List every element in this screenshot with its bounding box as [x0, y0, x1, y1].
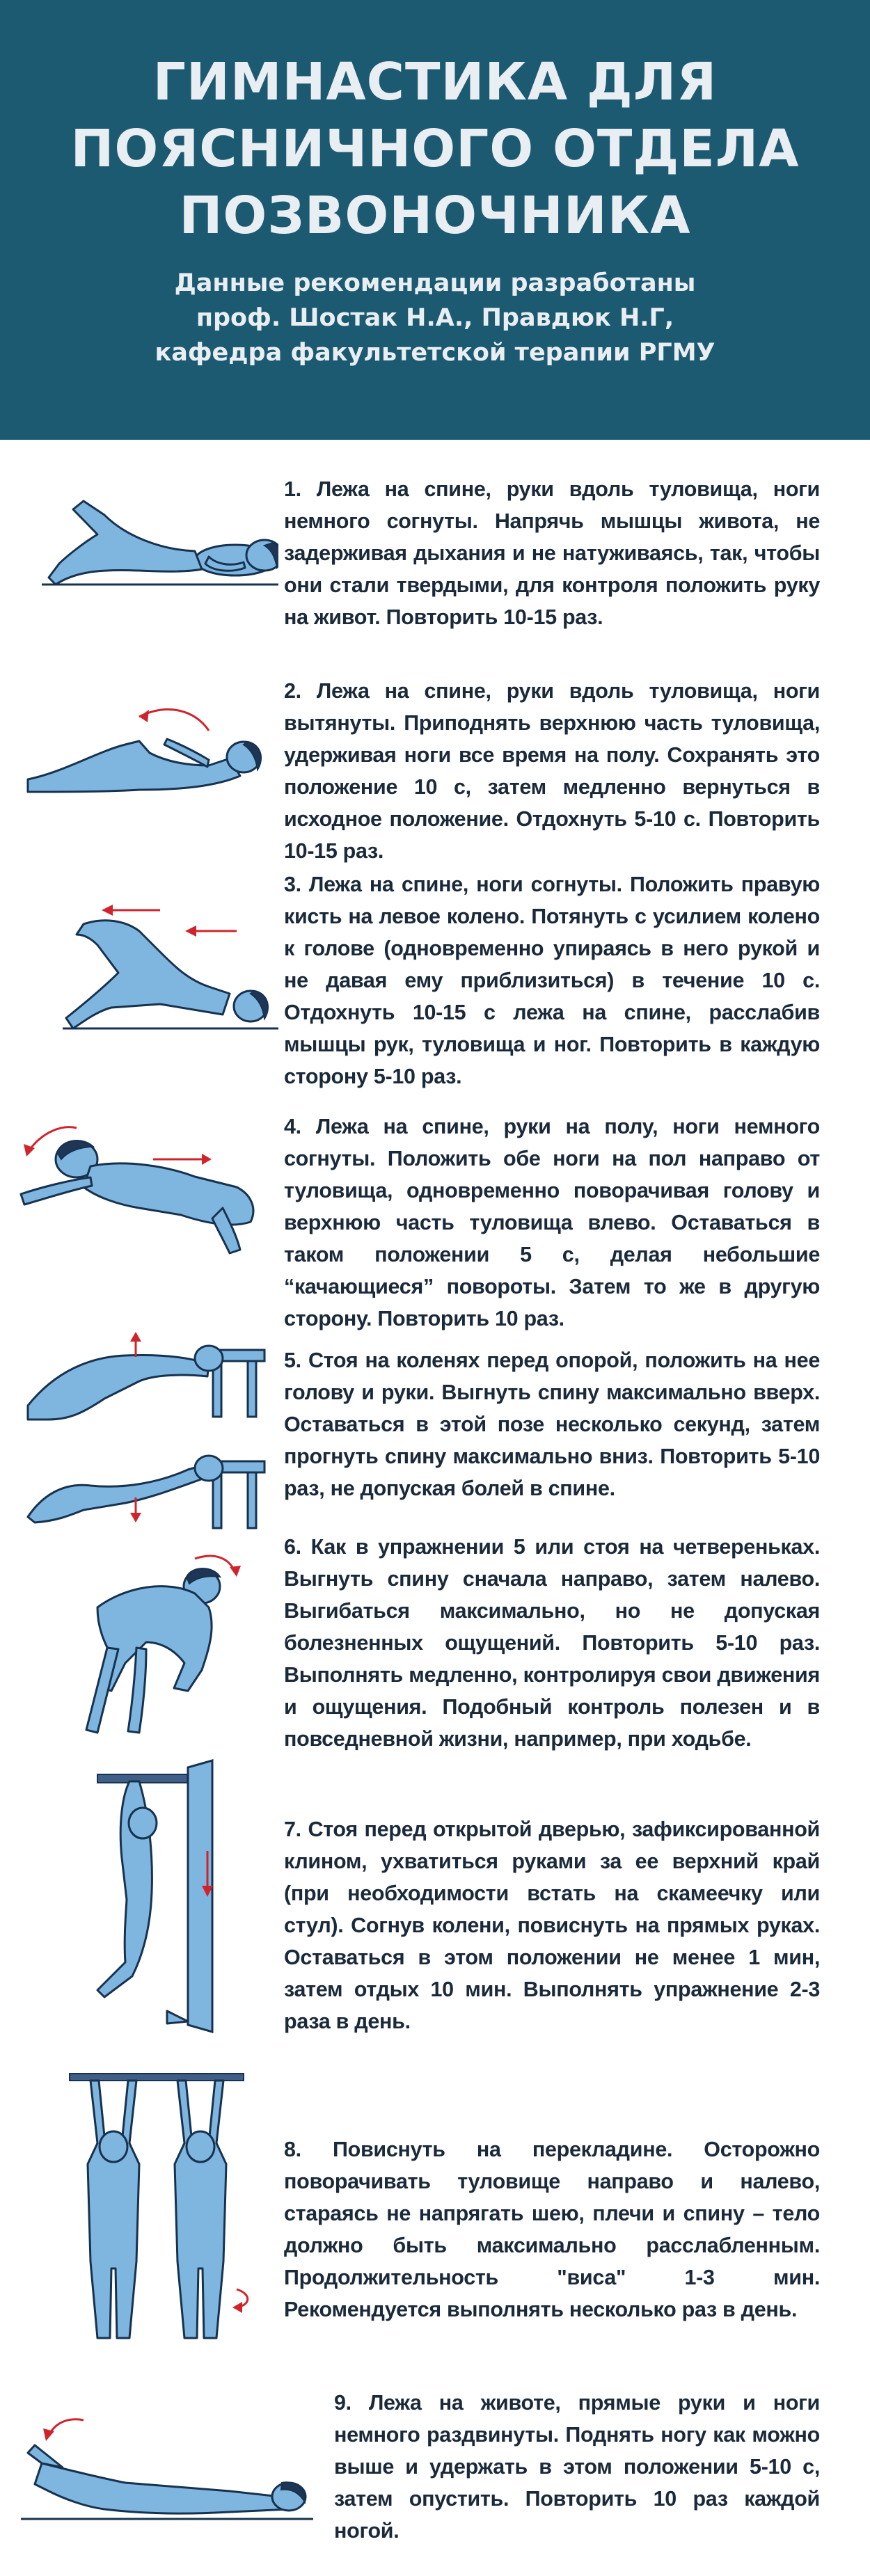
exercise-2-text: 2. Лежа на спине, руки вдоль туловища, ноги вытянуты. Приподнять верхнюю часть туловища, удерживая ноги все время на полу. Сохранять это положение 10 с, затем медленно вернуться в исходное положение. Отдохнуть 5-10 с. Повторить 10-15 раз. — [284, 679, 820, 863]
exercise-7 — [0, 1747, 870, 2039]
exercise-3 — [0, 868, 870, 1098]
side-bend-figure-icon — [0, 1531, 278, 1760]
exercise-2 — [0, 675, 870, 863]
title-line-3: ПОЗВОНОЧНИКА — [179, 186, 691, 246]
exercise-7-text: 7. Стоя перед открытой дверью, зафиксированной клином, ухватиться руками за ее верхний край (при необходимости встать на скамеечку или стул). Согнув колени, повиснуть на прямых руках. Оставаться в этом положении не менее 1 мин, затем отдых 10 мин. Выполнять упражнение 2-3 раза в день. — [284, 1818, 820, 2033]
page-title — [0, 49, 870, 249]
crunch-figure-icon — [0, 675, 278, 863]
door-hang-figure-icon — [0, 1747, 278, 2039]
bar-hang-figure-icon — [0, 2060, 278, 2352]
exercise-6-text: 6. Как в упражнении 5 или стоя на четвереньках. Выгнуть спину сначала направо, затем налево. Выгибаться максимально, но не допуская болезненных ощущений. Повторить 5-10 раз. Выполнять медленно, контролируя свои движения и ощущения. Подобный контроль полезен и в повседневной жизни, например, при ходьбе. — [284, 1535, 820, 1751]
page-subtitle — [0, 266, 870, 370]
title-line-2: ПОЯСНИЧНОГО ОТДЕЛА — [70, 119, 800, 179]
exercise-8 — [0, 2060, 870, 2352]
exercise-4 — [0, 1111, 870, 1330]
subtitle-line-2: проф. Шостак Н.А., Правдюк Н.Г, — [196, 304, 674, 332]
exercise-5 — [0, 1315, 870, 1531]
header-banner — [0, 0, 870, 440]
exercise-9-text: 9. Лежа на животе, прямые руки и ноги немного раздвинуты. Поднять ногу как можно выше и удержать в этом положении 5-10 с, затем опустить. Повторить 10 раз каждой ногой. — [334, 2391, 820, 2543]
exercise-3-text: 3. Лежа на спине, ноги согнуты. Положить правую кисть на левое колено. Потянуть с усилием колено к голове (одновременно упираясь в него рукой и не давая ему приблизиться) в течение 10 с. Отдохнуть 10-15 с лежа на спине, расслабив мышцы рук, туловища и ног. Повторить в каждую сторону 5-10 раз. — [284, 873, 820, 1088]
knee-pull-figure-icon — [0, 868, 278, 1098]
lying-figure-icon — [0, 473, 278, 661]
exercise-4-text: 4. Лежа на спине, руки на полу, ноги немного согнуты. Положить обе ноги на пол направо от туловища, одновременно поворачивая голову и верхнюю часть туловища влево. Оставаться в таком положении 5 с, делая небольшие “качающиеся” повороты. Затем то же в другую сторону. Повторить 10 раз. — [284, 1115, 820, 1330]
title-line-1: ГИМНАСТИКА ДЛЯ — [152, 52, 718, 112]
exercise-9 — [0, 2387, 870, 2568]
exercise-1-text: 1. Лежа на спине, руки вдоль туловища, ноги немного согнуты. Напрячь мышцы живота, не задерживая дыхания и не натуживаясь, так, чтобы они стали твердыми, для контроля положить руку на живот. Повторить 10-15 раз. — [284, 477, 820, 629]
twist-figure-icon — [0, 1111, 278, 1319]
subtitle-line-1: Данные рекомендации разработаны — [174, 269, 696, 297]
kneeling-stool-figure-icon — [0, 1315, 278, 1531]
exercise-1 — [0, 473, 870, 661]
exercise-8-text: 8. Повиснуть на перекладине. Осторожно поворачивать туловище направо и налево, стараясь не напрягать шею, плечи и спину – тело должно быть максимально расслабленным. Продолжительность "виса" 1-3 мин. Рекомендуется выполнять несколько раз в день. — [284, 2138, 820, 2321]
prone-leg-lift-figure-icon — [0, 2387, 320, 2568]
subtitle-line-3: кафедра факультетской терапии РГМУ — [155, 339, 715, 367]
exercise-6 — [0, 1531, 870, 1760]
exercise-5-text: 5. Стоя на коленях перед опорой, положить на нее голову и руки. Выгнуть спину максимально вверх. Оставаться в этой позе несколько секунд, затем прогнуть спину максимально вниз. Повторить 5-10 раз, не допуская болей в спине. — [284, 1349, 820, 1500]
